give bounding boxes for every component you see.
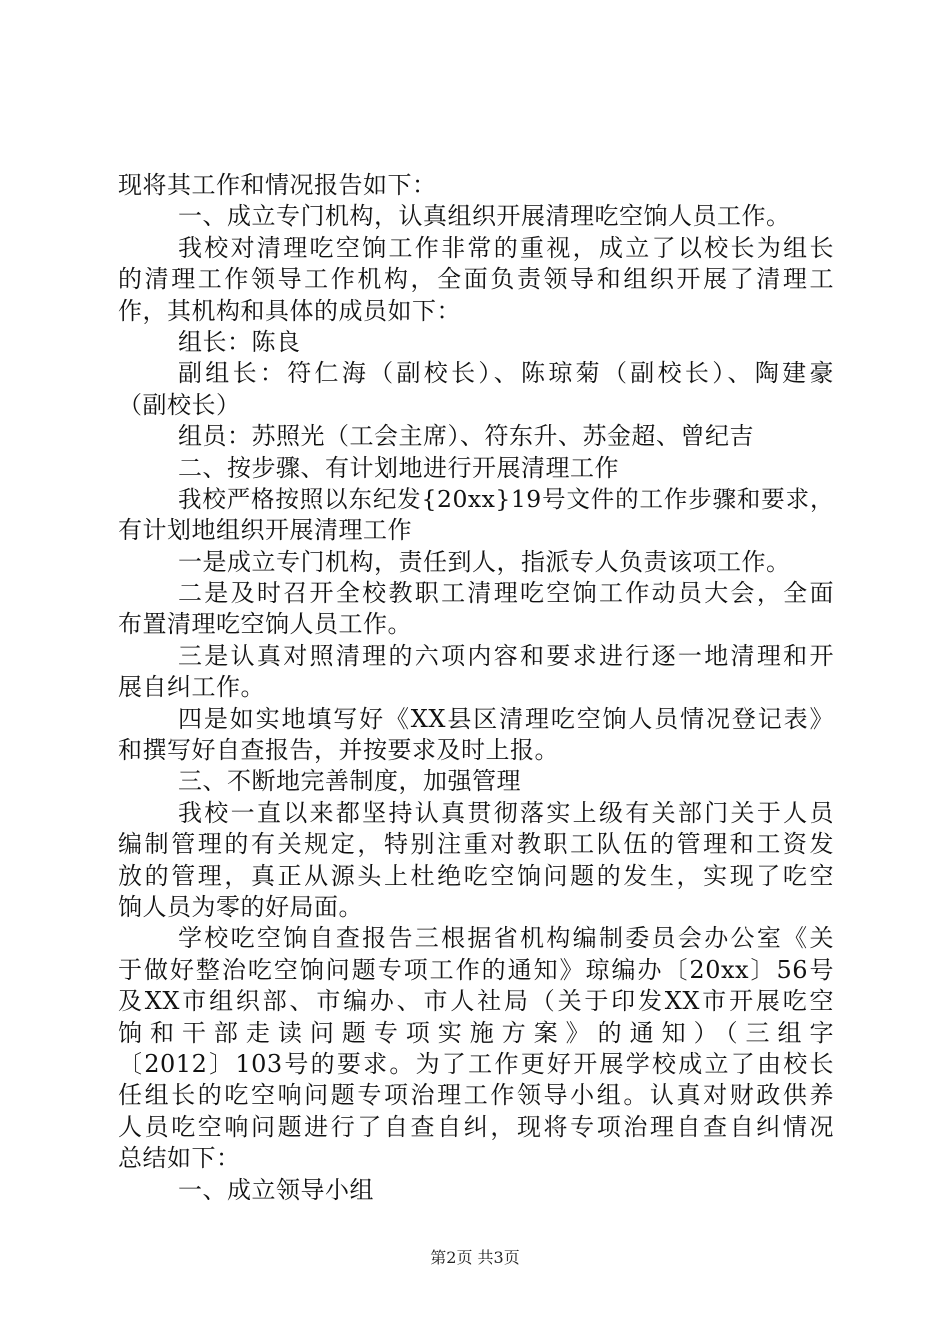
text-line: 任组长的吃空响问题专项治理工作领导小组。认真对财政供养 bbox=[118, 1081, 834, 1110]
document-body bbox=[118, 170, 834, 1206]
text-line: 的清理工作领导工作机构，全面负责领导和组织开展了清理工 bbox=[118, 265, 834, 294]
text-line: 三、不断地完善制度，加强管理 bbox=[178, 767, 521, 796]
text-line: 现将其工作和情况报告如下： bbox=[118, 171, 437, 199]
text-line: 有计划地组织开展清理工作 bbox=[118, 516, 412, 545]
text-line: 组长：陈良 bbox=[178, 327, 301, 356]
text-line: 三是认真对照清理的六项内容和要求进行逐一地清理和开 bbox=[178, 641, 834, 670]
text-line: 总结如下： bbox=[118, 1144, 241, 1173]
text-line: 组员：苏照光（工会主席）、符东升、苏金超、曾纪吉 bbox=[178, 422, 754, 451]
text-line: 我校一直以来都坚持认真贯彻落实上级有关部门关于人员 bbox=[178, 798, 834, 827]
text-line: 二、按步骤、有计划地进行开展清理工作 bbox=[178, 453, 619, 482]
page-footer: 第2页 共3页 bbox=[430, 1248, 520, 1267]
text-line: 学校吃空饷自查报告三根据省机构编制委员会办公室《关 bbox=[178, 924, 834, 953]
text-line: 我校对清理吃空饷工作非常的重视，成立了以校长为组长 bbox=[178, 233, 834, 262]
text-line: 一、成立领导小组 bbox=[178, 1175, 374, 1204]
text-line: 放的管理，真正从源头上杜绝吃空饷问题的发生，实现了吃空 bbox=[118, 861, 834, 890]
text-line: 人员吃空响问题进行了自查自纠，现将专项治理自查自纠情况 bbox=[118, 1112, 834, 1141]
text-line: 二是及时召开全校教职工清理吃空饷工作动员大会，全面 bbox=[178, 579, 834, 608]
text-line: 饷人员为零的好局面。 bbox=[118, 892, 363, 921]
text-line: 作，其机构和具体的成员如下： bbox=[118, 296, 461, 325]
text-line: 一、成立专门机构，认真组织开展清理吃空饷人员工作。 bbox=[178, 202, 791, 231]
text-line: （副校长） bbox=[118, 390, 241, 419]
text-line: 一是成立专门机构，责任到人，指派专人负责该项工作。 bbox=[178, 547, 791, 576]
text-line: 及XX市组织部、市编办、市人社局（关于印发XX市开展吃空 bbox=[118, 987, 834, 1016]
text-line: 饷和干部走读问题专项实施方案》的通知）（三组字 bbox=[118, 1018, 834, 1047]
text-line: 布置清理吃空饷人员工作。 bbox=[118, 610, 412, 639]
text-line: 〔2012〕103号的要求。为了工作更好开展学校成立了由校长 bbox=[118, 1049, 834, 1078]
text-line: 和撰写好自查报告，并按要求及时上报。 bbox=[118, 736, 559, 765]
text-line: 于做好整治吃空饷问题专项工作的通知》琼编办〔20xx〕56号 bbox=[118, 955, 834, 984]
text-line: 副组长：符仁海（副校长）、陈琼菊（副校长）、陶建豪 bbox=[178, 359, 834, 388]
text-line: 展自纠工作。 bbox=[118, 673, 265, 702]
text-line: 编制管理的有关规定，特别注重对教职工队伍的管理和工资发 bbox=[118, 830, 834, 859]
text-line: 四是如实地填写好《XX县区清理吃空饷人员情况登记表》 bbox=[178, 704, 834, 733]
text-line: 我校严格按照以东纪发{20xx}19号文件的工作步骤和要求， bbox=[178, 484, 834, 513]
